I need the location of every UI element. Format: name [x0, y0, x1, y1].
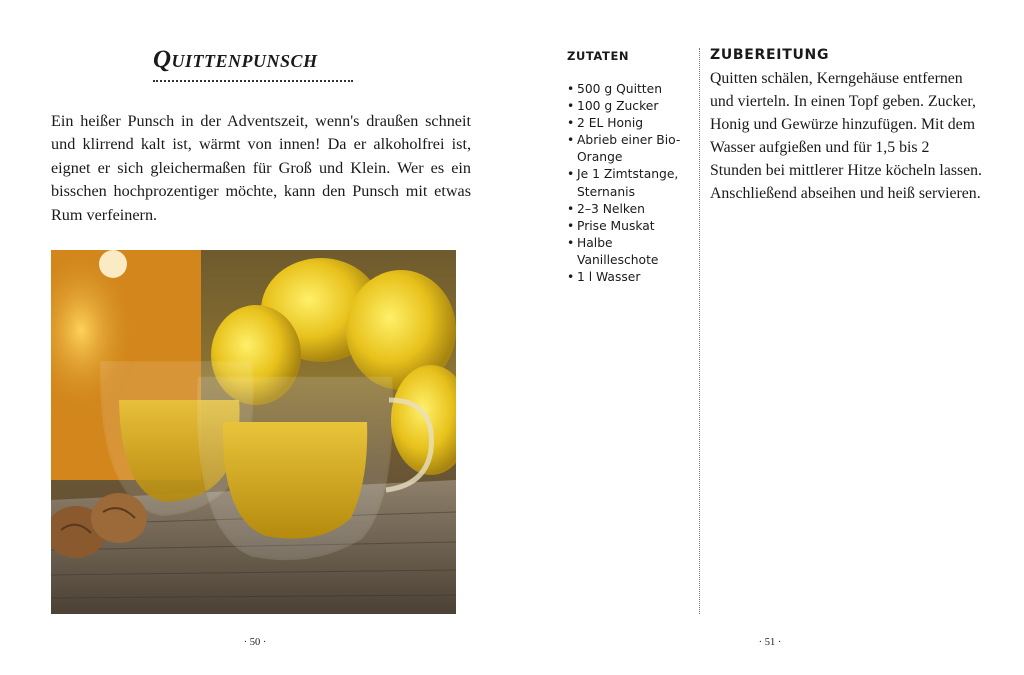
preparation-heading: ZUBEREITUNG — [710, 47, 830, 63]
ingredients-heading: ZUTATEN — [567, 49, 630, 63]
page-number-right: · 51 · — [758, 637, 782, 648]
ingredient-item: • 2 EL Honig — [567, 115, 687, 132]
ingredient-item: • 2–3 Nelken — [567, 201, 687, 218]
ingredient-item: • 500 g Quitten — [567, 81, 687, 98]
ingredient-item: • Abrieb einer Bio-Orange — [567, 132, 687, 166]
page-number-left: · 50 · — [243, 637, 267, 648]
column-divider — [699, 48, 700, 614]
ingredient-item: • Je 1 Zimtstange, Sternanis — [567, 166, 687, 200]
ingredient-item: • Halbe Vanilleschote — [567, 235, 687, 269]
ingredient-item: • 100 g Zucker — [567, 98, 687, 115]
ingredient-item: • 1 l Wasser — [567, 269, 687, 286]
preparation-text: Quitten schälen, Kerngehäuse entfernen und vierteln. In einen Topf geben. Zucker, Honig und Gewürze hinzufügen. Mit dem Wasser aufgießen und für 1,5 bis 2 Stunden bei mittlerer Hitze köcheln lassen. Anschließend abseihen und heiß servieren. — [710, 70, 982, 202]
ingredients-list — [567, 81, 687, 286]
ingredient-item: • Prise Muskat — [567, 218, 687, 235]
title-underline — [153, 80, 353, 82]
recipe-title: Quittenpunsch — [153, 46, 318, 73]
recipe-intro: Ein heißer Punsch in der Adventszeit, wenn's draußen schneit und klirrend kalt ist, wärmt von innen! Da er alkoholfrei ist, eignet er sich gleichermaßen für Groß und Klein. Wer es ein bisschen hochprozentiger möchte, kann den Punsch mit etwas Rum verfeinern. — [51, 112, 471, 224]
recipe-photo — [51, 250, 456, 614]
